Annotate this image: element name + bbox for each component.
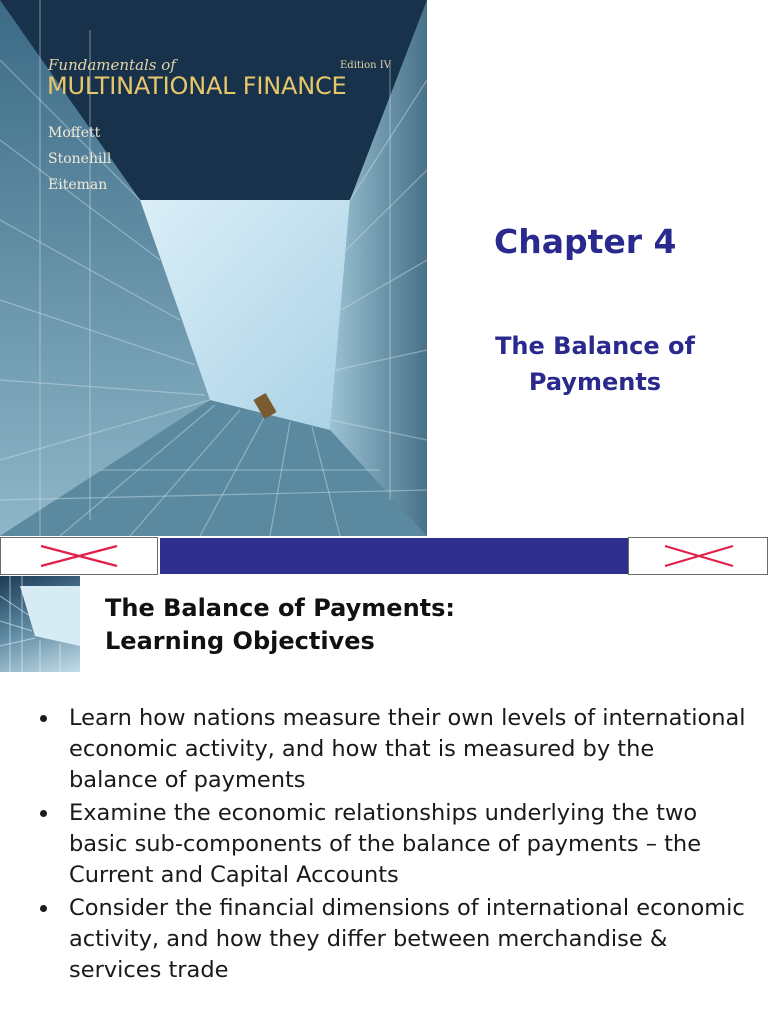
slide-title [105, 592, 455, 658]
broken-image-right [628, 537, 768, 575]
cover-series-label: Fundamentals of [48, 56, 176, 74]
author: Moffett [48, 125, 101, 141]
list-item: Learn how nations measure their own levels of international economic activity, and how that is measured by the balance of payments [36, 703, 746, 796]
cover-edition: Edition IV [340, 60, 391, 71]
author: Eiteman [48, 177, 108, 193]
title-band [160, 538, 628, 574]
cover-authors [48, 120, 111, 198]
cover-title: MULTINATIONAL FINANCE [47, 72, 347, 100]
list-item: Examine the economic relationships underlying the two basic sub-components of the balance of payments – the Current and Capital Accounts [36, 798, 746, 891]
author: Stonehill [48, 151, 112, 167]
slide-title-line-1: The Balance of Payments: [105, 594, 456, 622]
list-item: Consider the financial dimensions of international economic activity, and how they differ between merchandise & services trade [36, 893, 746, 986]
red-x-icon [1, 538, 157, 574]
chapter-subtitle: The Balance of Payments [495, 332, 695, 396]
building-thumbnail-image [0, 576, 80, 672]
objectives-list [36, 703, 746, 988]
broken-image-left [0, 537, 158, 575]
book-cover [0, 0, 427, 536]
cover-thumbnail [0, 576, 80, 672]
slide-title-line-2: Learning Objectives [105, 627, 375, 655]
chapter-title: Chapter 4 [494, 222, 677, 261]
red-x-icon [629, 538, 767, 574]
